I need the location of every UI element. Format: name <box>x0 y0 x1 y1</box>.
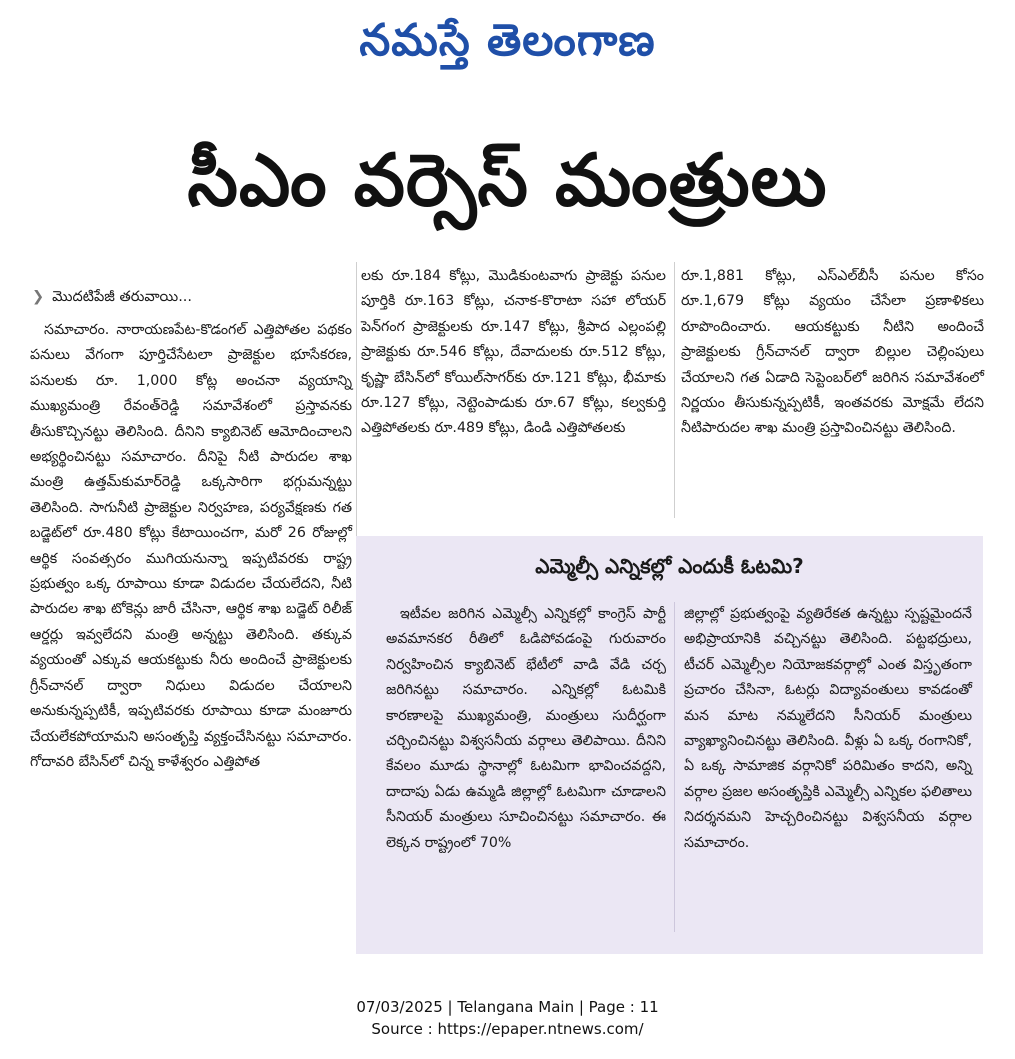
column-divider <box>674 262 675 518</box>
article-text-right: రూ.1,881 కోట్లు, ఎస్ఎల్‌బీసీ పనుల కోసం రూ.1,679 కోట్లు వ్యయం చేసేలా ప్రణాళికలు రూపొందించారు. ఆయకట్టుకు నీటిని అందించే ప్రాజెక్టులకు గ్రీన్‌చానల్ ద్వారా బిల్లుల చెల్లింపులు చేయాలని గత ఏడాది సెప్టెంబర్‌లో జరిగిన సమావేశంలో నిర్ణయం తీసుకున్నప్పటికీ, ఇంతవరకు మోక్షమే లేదని నీటిపారుదల శాఖ మంత్రి ప్రస్తావించినట్టు తెలిసింది. <box>681 268 984 437</box>
footer-source: Source : https://epaper.ntnews.com/ <box>371 1020 644 1038</box>
headline: సీఎం వర్సెస్ మంత్రులు <box>187 138 828 222</box>
article-paragraph <box>30 318 352 775</box>
sidebar-text-2: జిల్లాల్లో ప్రభుత్వంపై వ్యతిరేకత ఉన్నట్టు స్పష్టమైందనే అభిప్రాయానికి వచ్చినట్టు తెలిసింది. పట్టభద్రులు, టీచర్ ఎమ్మెల్సీల నియోజకవర్గాల్లో ఎంత విస్తృతంగా ప్రచారం చేసినా, ఓటర్లు విద్యావంతులు కావడంతో మన మాట నమ్మలేదని సీనియర్ మంత్రులు వ్యాఖ్యానించినట్టు తెలిసింది. వీళ్లు ఏ ఒక్క రంగానికో, ఏ ఒక్క సామాజిక వర్గానికో పరిమితం కాదని, అన్ని వర్గాల ప్రజల అసంతృప్తికి ఎమ్మెల్సీ ఎన్నికల ఫలితాలు నిదర్శనమని హెచ్చరించినట్టు విశ్వసనీయ వర్గాల సమాచారం. <box>684 606 972 851</box>
sidebar-divider <box>674 602 675 932</box>
article-column-right <box>681 264 984 442</box>
kicker-text: మొదటిపేజీ తరువాయి... <box>52 289 193 305</box>
continuation-kicker <box>32 285 352 309</box>
sidebar-box <box>356 536 983 954</box>
sidebar-column-2 <box>684 602 972 856</box>
sidebar-title: ఎమ్మెల్సీ ఎన్నికల్లో ఎందుకీ ఓటమి? <box>535 554 804 578</box>
masthead-logo: నమస్తే తెలంగాణ <box>359 15 656 66</box>
sidebar-text-1-body: ఇటీవల జరిగిన ఎమ్మెల్సీ ఎన్నికల్లో కాంగ్రెస్ పార్టీ అవమానకర రీతిలో ఓడిపోవడంపై గురువారం నిర్వహించిన క్యాబినెట్ భేటీలో వాడి వేడి చర్చ జరిగినట్టు సమాచారం. ఎన్నికల్లో ఓటమికి కారణాలపై ముఖ్యమంత్రి, మంత్రులు సుదీర్ఘంగా చర్చించినట్టు విశ్వసనీయ వర్గాలు తెలిపాయి. దీనిని కేవలం మూడు స్థానాల్లో ఓటమిగా భావించవద్దని, దాదాపు ఏడు ఉమ్మడి జిల్లాల్లో ఓటమిగా చూడాలని సీనియర్ మంత్రులు సూచించినట్టు సమాచారం. ఈ లెక్కన రాష్ట్రంలో 70% <box>386 606 666 851</box>
article-text-middle: లకు రూ.184 కోట్లు, మొడికుంటవాగు ప్రాజెక్టు పనుల పూర్తికి రూ.163 కోట్లు, చనాక-కొరాటా సహా లోయర్ పెన్‌గంగ ప్రాజెక్టులకు రూ.147 కోట్లు, శ్రీపాద ఎల్లంపల్లి ప్రాజెక్టుకు రూ.546 కోట్లు, దేవాదులకు రూ.512 కోట్లు, కృష్ణా బేసిన్‌లో కోయిల్‌సాగర్‌కు రూ.121 కోట్లు, భీమాకు రూ.127 కోట్లు, నెట్టెంపాడుకు రూ.67 కోట్లు, కల్వకుర్తి ఎత్తిపోతలకు రూ.489 కోట్లు, డిండి ఎత్తిపోతలకు <box>361 268 666 437</box>
article-column-middle <box>361 264 666 442</box>
sidebar-text-1 <box>386 602 666 856</box>
chevron-right-icon: ❯ <box>32 289 45 305</box>
footer-edition-info: 07/03/2025 | Telangana Main | Page : 11 <box>356 998 659 1016</box>
article-text-left: సమాచారం. నారాయణపేట-కొడంగల్ ఎత్తిపోతల పథకం పనులు వేగంగా పూర్తిచేసేటలా ప్రాజెక్టుల భూసేకరణ, పనులకు రూ. 1,000 కోట్ల అంచనా వ్యయాన్ని ముఖ్యమంత్రి రేవంత్‌రెడ్డి సమావేశంలో ప్రస్తావనకు తీసుకొచ్చినట్టు తెలిసింది. దీనిని క్యాబినెట్ ఆమోదించాలని అభ్యర్థించినట్టు సమాచారం. దీనిపై నీటి పారుదల శాఖ మంత్రి ఉత్తమ్‌కుమార్‌రెడ్డి ఒక్కసారిగా భగ్గుమన్నట్టు తెలిసింది. సాగునీటి ప్రాజెక్టుల నిర్వహణ, పర్యవేక్షణకు గత బడ్జెట్‌లో రూ.480 కోట్లు కేటాయించగా, మరో 26 రోజుల్లో ఆర్థిక సంవత్సరం ముగియనున్నా ఇప్పటివరకు రాష్ట్ర ప్రభుత్వం ఒక్క రూపాయి కూడా విడుదల చేయలేదని, నీటి పారుదల శాఖ టోకెన్లు జారీ చేసినా, ఆర్థిక శాఖ బడ్జెట్ రిలీజ్ ఆర్డర్లు ఇవ్వలేదని మంత్రి అన్నట్టు తెలిసింది. తక్కువ వ్యయంతో ఎక్కువ ఆయకట్టుకు నీరు అందించే ప్రాజెక్టులకు గ్రీన్‌చానల్ ద్వారా నిధులు విడుదల చేయాలని అనుకున్నప్పటికీ, ఇప్పటివరకు రూపాయి కూడా మంజూరు చేయలేకపోయామని అసంతృప్తి వ్యక్తంచేసినట్టు సమాచారం. గోదావరి బేసిన్‌లో చిన్న కాళేశ్వరం ఎత్తిపోత <box>30 322 352 770</box>
article-column-left <box>30 318 352 775</box>
sidebar-column-1 <box>386 602 666 856</box>
